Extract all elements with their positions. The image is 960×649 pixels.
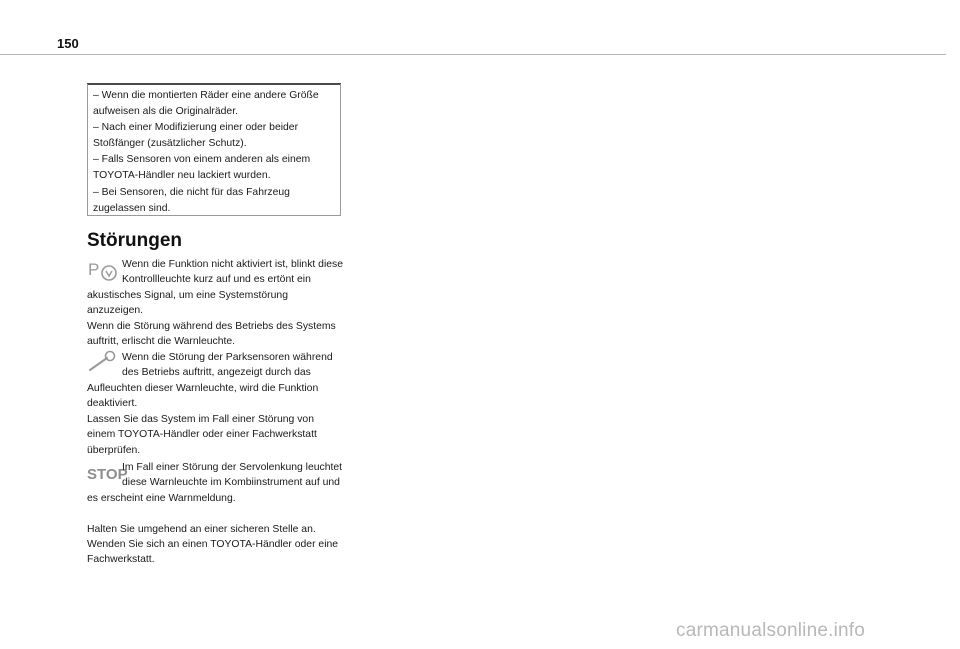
note-item: – Wenn die montierten Räder eine andere Größe aufweisen als die Originalräder. — [93, 90, 319, 118]
watermark: carmanualsonline.info — [676, 620, 866, 641]
fault-text: Im Fall einer Störung der Servolenkung leuchtet diese Warnleuchte im Kombiinstrument auf und es erscheint eine Warnmeldung. — [87, 462, 343, 504]
note-item: – Falls Sensoren von einem anderen als einem TOYOTA-Händler neu lackiert wurden. — [93, 154, 311, 182]
fault-text-continued: Wenn die Störung während des Betriebs des Systems auftritt, erlischt die Warnleuchte. — [87, 321, 336, 348]
svg-text:P: P — [88, 260, 100, 279]
note-item: – Nach einer Modifizierung einer oder beider Stoßfänger (zusätzlicher Schutz). — [93, 122, 299, 150]
note-item: – Bei Sensoren, die nicht für das Fahrzeug zugelassen sind. — [93, 186, 290, 214]
service-wrench-icon — [87, 350, 122, 378]
note-list — [93, 88, 339, 217]
fault-text-continued: Halten Sie umgehend an einer sicheren Stelle an. — [87, 524, 316, 535]
header-divider — [0, 54, 946, 55]
fault-block-parking-sensors — [87, 350, 345, 411]
fault-block-power-steering — [87, 460, 345, 506]
fault-text: Wenn die Störung der Parksensoren während des Betriebs auftritt, angezeigt durch das Aufleuchten dieser Warnleuchte, wird die Funktion deaktiviert. — [87, 352, 333, 409]
section-title: Störungen — [87, 230, 182, 251]
page-number: 150 — [57, 36, 79, 51]
parking-sensor-warning-icon — [87, 257, 122, 285]
fault-text-continued: Lassen Sie das System im Fall einer Störung von einem TOYOTA-Händler oder einer Fachwerkstatt überprüfen. — [87, 414, 317, 456]
stop-warning-icon — [87, 460, 128, 488]
fault-text-continued: Wenden Sie sich an einen TOYOTA-Händler oder eine Fachwerkstatt. — [87, 539, 339, 566]
fault-text: Wenn die Funktion nicht aktiviert ist, blinkt diese Kontrollleuchte kurz auf und es ertönt ein akustisches Signal, um eine Systemstörung anzuzeigen. — [87, 259, 344, 316]
fault-block-parking-inactive — [87, 257, 345, 318]
stop-icon-label: STOP — [87, 466, 128, 483]
